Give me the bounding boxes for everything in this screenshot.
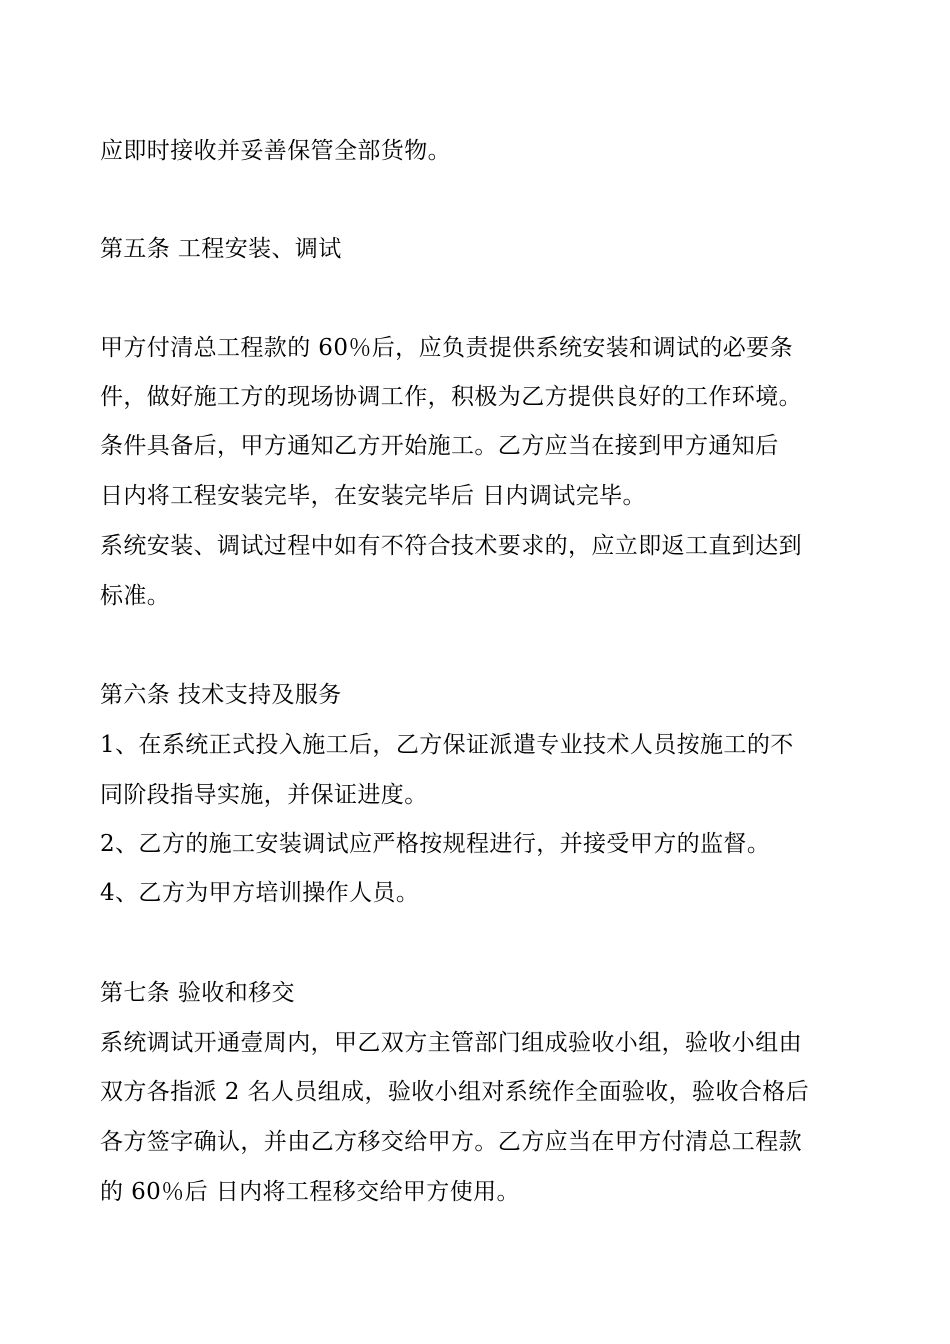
section6-heading: 第六条 技术支持及服务 bbox=[100, 682, 342, 708]
section7-line-1: 系统调试开通壹周内，甲乙双方主管部门组成验收小组，验收小组由 bbox=[100, 1030, 802, 1056]
section7-heading: 第七条 验收和移交 bbox=[100, 980, 295, 1006]
section5-line-2: 件，做好施工方的现场协调工作，积极为乙方提供良好的工作环境。 bbox=[100, 384, 802, 410]
section6-line-2: 同阶段指导实施，并保证进度。 bbox=[100, 782, 428, 808]
section5-line-4: 日内将工程安装完毕，在安装完毕后 日内调试完毕。 bbox=[100, 483, 646, 509]
section6-line-1: 1、在系统正式投入施工后，乙方保证派遣专业技术人员按施工的不 bbox=[100, 732, 794, 758]
section4-tail-text: 应即时接收并妥善保管全部货物。 bbox=[100, 138, 451, 164]
section5-line-5: 系统安装、调试过程中如有不符合技术要求的，应立即返工直到达到 bbox=[100, 533, 802, 559]
section5-heading: 第五条 工程安装、调试 bbox=[100, 236, 342, 262]
section7-line-4: 的 60％后 日内将工程移交给甲方使用。 bbox=[100, 1179, 520, 1205]
section5-line-3: 条件具备后，甲方通知乙方开始施工。乙方应当在接到甲方通知后 bbox=[100, 433, 779, 459]
section6-line-3: 2、乙方的施工安装调试应严格按规程进行，并接受甲方的监督。 bbox=[100, 831, 771, 857]
section7-line-3: 各方签字确认，并由乙方移交给甲方。乙方应当在甲方付清总工程款 bbox=[100, 1129, 802, 1155]
section5-line-1: 甲方付清总工程款的 60％后，应负责提供系统安装和调试的必要条 bbox=[100, 335, 793, 361]
section5-line-6: 标准。 bbox=[100, 583, 171, 609]
document-page bbox=[100, 0, 850, 1344]
section7-line-2: 双方各指派 2 名人员组成，验收小组对系统作全面验收，验收合格后 bbox=[100, 1079, 810, 1105]
section6-line-4: 4、乙方为甲方培训操作人员。 bbox=[100, 880, 420, 906]
